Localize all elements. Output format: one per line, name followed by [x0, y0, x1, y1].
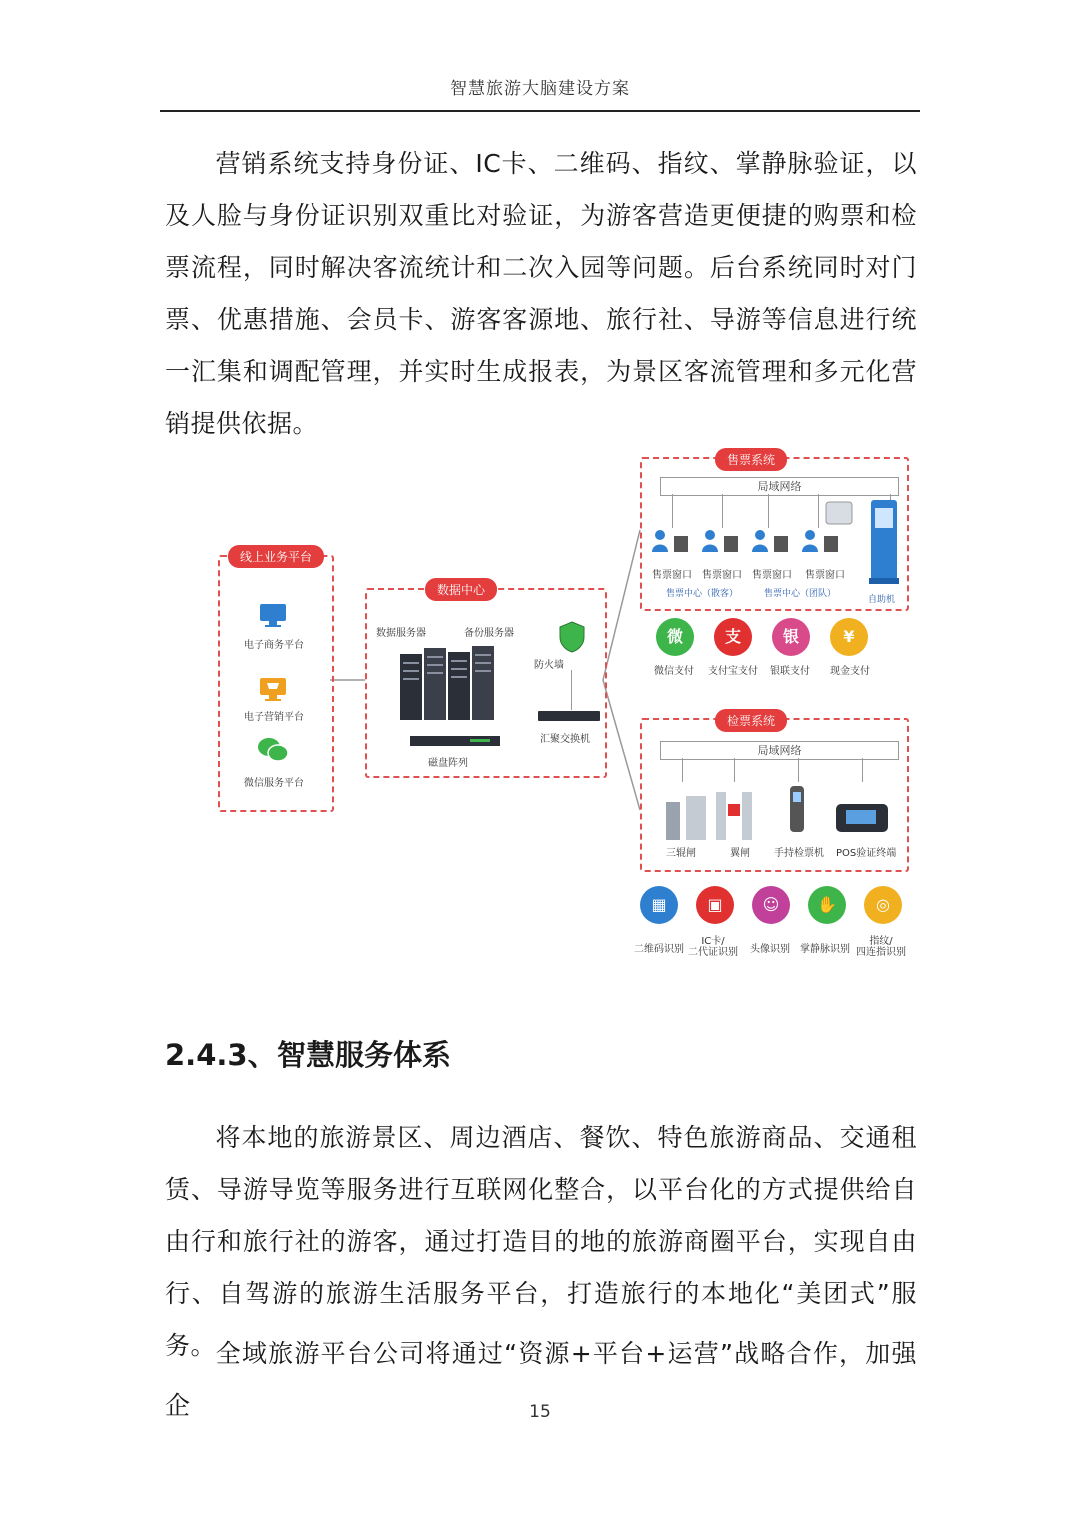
online-platform-tag: 线上业务平台	[228, 545, 324, 568]
palm-icon: ✋	[808, 886, 846, 924]
kiosk-label: 自助机	[868, 595, 896, 605]
wechat-icon	[256, 734, 290, 764]
method-fingerprint: 指纹/ 四连指识别	[856, 936, 906, 958]
ticket-window-1: 售票窗口	[652, 570, 692, 581]
paragraph-marketing-text: 营销系统支持身份证、IC卡、二维码、指纹、掌静脉验证，以及人脸与身份证识别双重比对验证，为游客营造更便捷的购票和检票流程，同时解决客流统计和二次入园等问题。后台系统同时对门票、优惠措施、会员卡、游客客源地、旅行社、导游等信息进行统一汇集和调配管理，并实时生成报表，为景区客流管理和多元化营销提供依据。	[165, 149, 917, 438]
ticket-window-2: 售票窗口	[702, 570, 742, 581]
lan-drop-2	[722, 494, 723, 528]
center-scatter-label: 售票中心（散客）	[666, 589, 739, 599]
online-item-wechat: 微信服务平台	[244, 778, 304, 789]
section-heading	[165, 1033, 451, 1074]
ticketing-tag: 售票系统	[715, 448, 787, 471]
check-drop-2	[734, 758, 735, 782]
face-icon: ☺	[752, 886, 790, 924]
ticket-window-icons	[650, 526, 860, 556]
unionpay-icon: 银	[772, 618, 810, 656]
paragraph-platform-text: 全域旅游平台公司将通过“资源+平台+运营”战略合作，加强企	[165, 1339, 917, 1420]
method-face: 头像识别	[750, 944, 790, 955]
switch-icon	[536, 708, 602, 724]
self-service-kiosk-icon	[865, 498, 903, 588]
server-rack-icon	[395, 640, 505, 730]
data-server-label: 数据服务器	[376, 628, 426, 639]
disk-array-icon	[410, 734, 500, 748]
id-card-icon: ▣	[696, 886, 734, 924]
section-number: 2.4.3、	[165, 1038, 277, 1072]
lan-drop-1	[672, 494, 673, 528]
qrcode-icon: ▦	[640, 886, 678, 924]
device-handheld: 手持检票机	[774, 848, 824, 859]
checking-lan: 局域网络	[660, 741, 899, 760]
shopping-monitor-icon	[258, 676, 288, 702]
check-drop-4	[862, 758, 863, 782]
paragraph-service-text: 将本地的旅游景区、周边酒店、餐饮、特色旅游商品、交通租赁、导游导览等服务进行互联网化整合，以平台化的方式提供给自由行和旅行社的游客，通过打造目的地的旅游商圈平台，实现自由行、自驾游的旅游生活服务平台，打造旅行的本地化“美团式”服务。	[165, 1123, 917, 1360]
online-item-marketing: 电子营销平台	[244, 712, 304, 723]
payment-alipay: 支付宝支付	[708, 666, 758, 677]
gate-device-icons	[656, 782, 896, 842]
online-item-ecommerce: 电子商务平台	[244, 640, 304, 651]
ticket-window-4: 售票窗口	[805, 570, 845, 581]
firewall-label: 防火墙	[534, 660, 564, 671]
check-drop-1	[682, 758, 683, 782]
device-pos: POS验证终端	[836, 848, 897, 859]
page-number: 15	[529, 1402, 551, 1422]
monitor-icon	[258, 602, 288, 628]
fingerprint-icon: ◎	[864, 886, 902, 924]
wechat-pay-icon: 微	[656, 618, 694, 656]
ticket-window-3: 售票窗口	[752, 570, 792, 581]
firewall-shield-icon	[558, 620, 586, 654]
payment-cash: 现金支付	[830, 666, 870, 677]
page-header-title: 智慧旅游大脑建设方案	[450, 79, 630, 99]
system-architecture-diagram	[200, 440, 920, 980]
check-drop-3	[798, 758, 799, 782]
switch-label: 汇聚交换机	[540, 734, 590, 745]
device-wing-gate: 翼闸	[730, 848, 750, 859]
method-qrcode: 二维码识别	[634, 944, 684, 955]
payment-unionpay: 银联支付	[770, 666, 810, 677]
payment-wechat: 微信支付	[654, 666, 694, 677]
section-title: 智慧服务体系	[277, 1038, 452, 1072]
disk-array-label: 磁盘阵列	[428, 758, 468, 769]
lan-drop-3	[768, 494, 769, 528]
lan-drop-4	[818, 494, 819, 528]
alipay-icon: 支	[714, 618, 752, 656]
firewall-link	[571, 670, 572, 710]
cash-icon: ¥	[830, 618, 868, 656]
device-turnstile: 三辊闸	[666, 848, 696, 859]
method-idcard: IC卡/ 二代证识别	[688, 936, 738, 958]
datacenter-tag: 数据中心	[425, 578, 497, 601]
center-group-label: 售票中心（团队）	[764, 589, 837, 599]
backup-server-label: 备份服务器	[464, 628, 514, 639]
method-palm: 掌静脉识别	[800, 944, 850, 955]
ticketing-lan: 局域网络	[660, 477, 899, 496]
card-reader-icon	[822, 498, 856, 528]
checking-tag: 检票系统	[715, 709, 787, 732]
header-rule	[160, 110, 920, 112]
paragraph-marketing	[165, 138, 917, 450]
